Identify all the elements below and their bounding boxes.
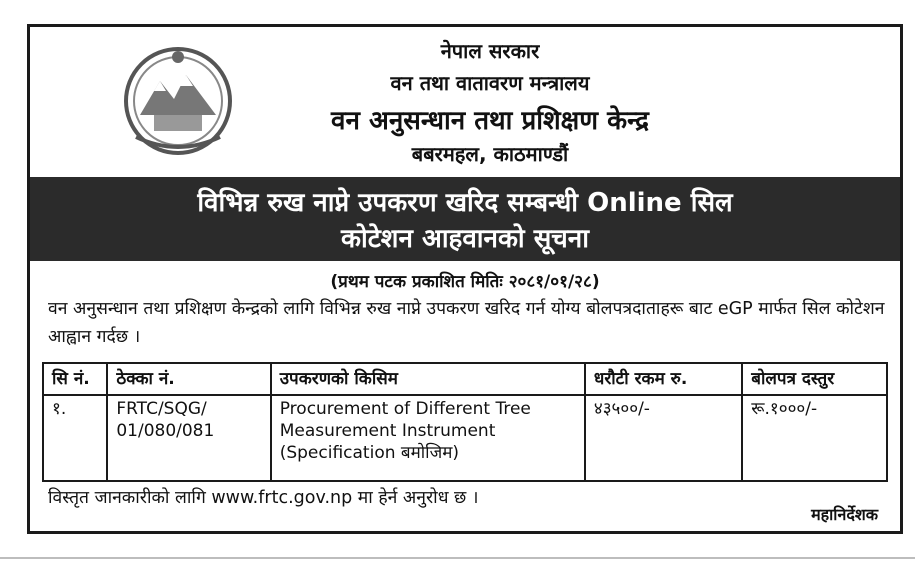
notice-body-text: वन अनुसन्धान तथा प्रशिक्षण केन्द्रको लागि विभिन्न रुख नाप्ने उपकरण खरिद गर्न योग्य बोलपत्रदाताहरू बाट eGP मार्फत सिल कोटेशन आह्वान गर्दछ ।	[48, 299, 885, 347]
cell-equipment-type: Procurement of Different Tree Measurement Instrument (Specification बमोजिम)	[271, 395, 585, 481]
cell-contract-no: FRTC/SQG/ 01/080/081	[107, 395, 270, 481]
notice-title-banner	[30, 177, 900, 261]
tender-table	[42, 362, 888, 482]
office-name: वन अनुसन्धान तथा प्रशिक्षण केन्द्र	[331, 106, 649, 136]
cell-serial: १.	[43, 395, 107, 481]
notice-title-line-2: कोटेशन आहवानको सूचना	[341, 224, 589, 254]
column-header-deposit-amount: धरौटी रकम रु.	[585, 363, 742, 395]
cell-deposit-amount: ४३५००/-	[585, 395, 742, 481]
office-address: बबरमहल, काठमाण्डौं	[411, 142, 569, 166]
notice-header	[30, 27, 900, 177]
column-header-contract-no: ठेक्का नं.	[107, 363, 270, 395]
notice-title-line-1: विभिन्न रुख नाप्ने उपकरण खरिद सम्बन्धी Online सिल	[197, 188, 733, 218]
published-date: (प्रथम पटक प्रकाशित मितिः २०८१/०१/२८)	[330, 272, 600, 292]
signatory-title: महानिर्देशक	[811, 505, 878, 524]
ministry-name: वन तथा वातावरण मन्त्रालय	[390, 71, 590, 95]
column-header-serial: सि नं.	[43, 363, 107, 395]
table-row	[43, 395, 887, 481]
page-divider	[0, 557, 915, 559]
notice-frame	[27, 24, 903, 534]
cell-bid-fee: रू.१०००/-	[742, 395, 887, 481]
column-header-equipment-type: उपकरणको किसिम	[271, 363, 585, 395]
table-header-row	[43, 363, 887, 395]
government-name: नेपाल सरकार	[440, 39, 540, 63]
footer-note: विस्तृत जानकारीको लागि www.frtc.gov.np मा हेर्न अनुरोध छ ।	[48, 488, 479, 508]
column-header-bid-fee: बोलपत्र दस्तुर	[742, 363, 887, 395]
